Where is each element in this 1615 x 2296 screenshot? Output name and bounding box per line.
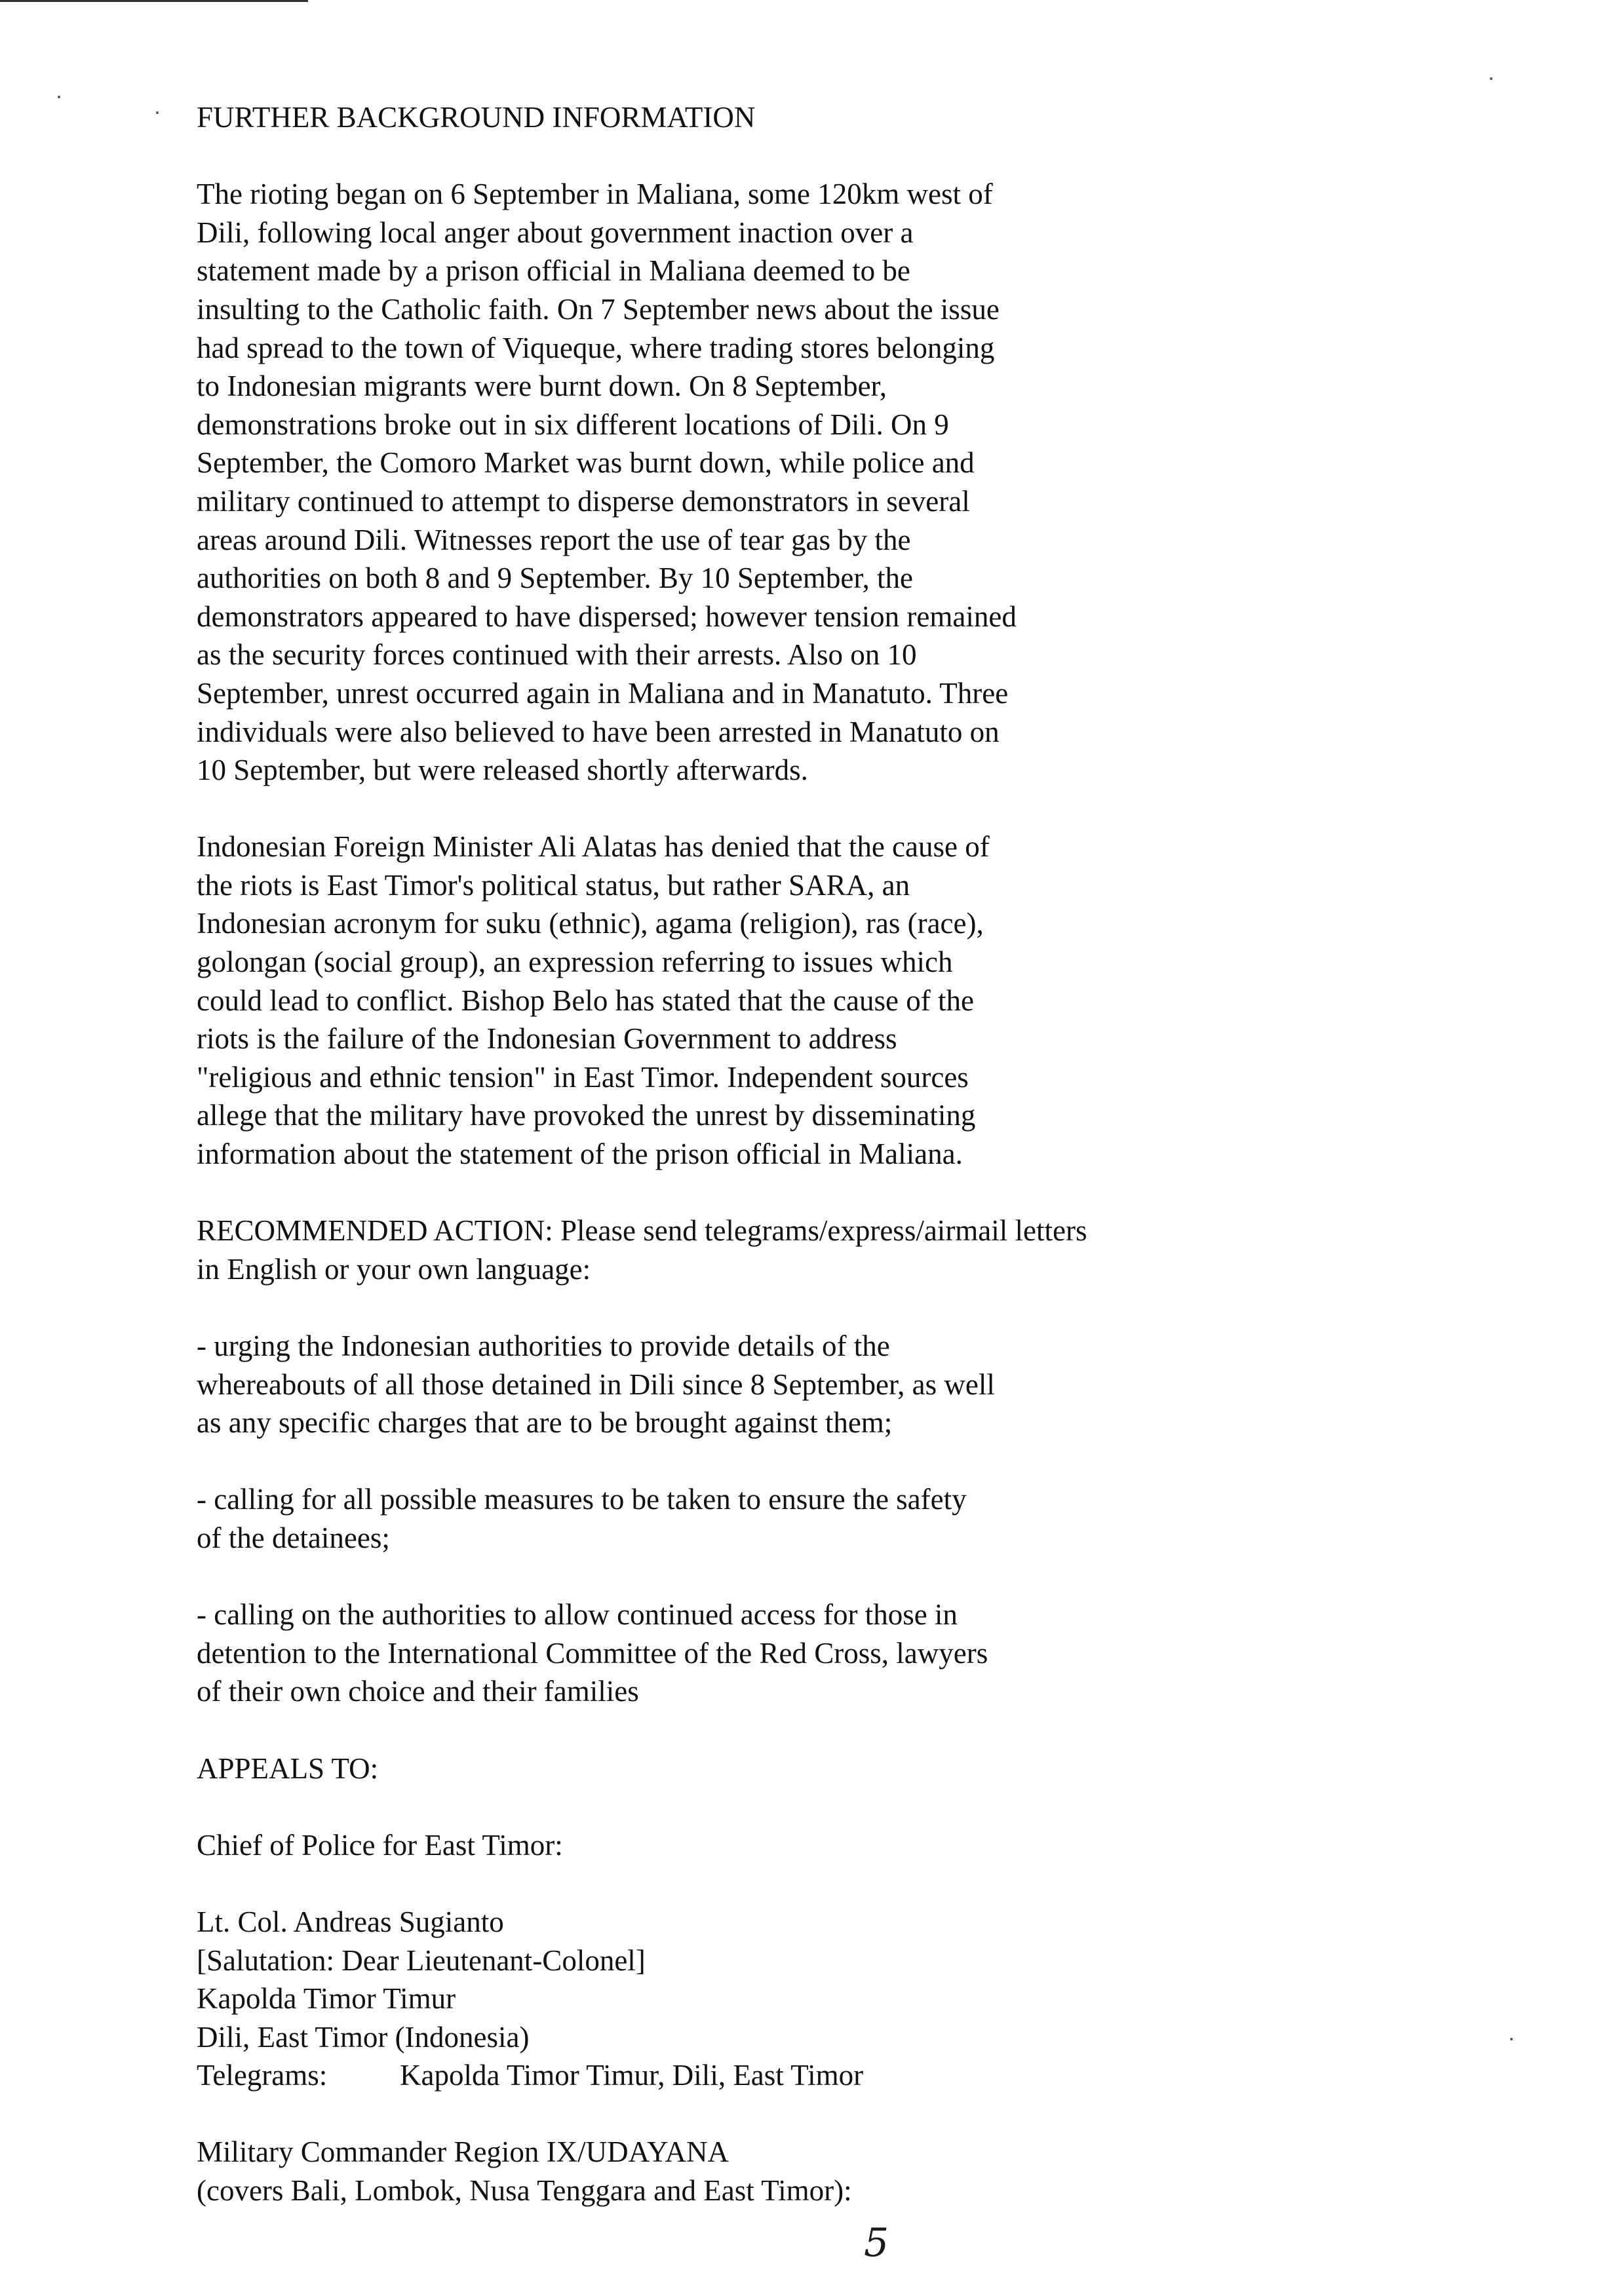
text-line: to Indonesian migrants were burnt down. On 8 September, bbox=[197, 370, 887, 403]
recommended-action-paragraph bbox=[197, 1212, 1442, 1288]
appeals-heading bbox=[197, 1750, 1442, 1788]
text-line: insulting to the Catholic faith. On 7 September news about the issue bbox=[197, 292, 1000, 326]
scan-speck bbox=[1490, 77, 1492, 80]
text-line: Indonesian acronym for suku (ethnic), agama (religion), ras (race), bbox=[197, 907, 984, 940]
address-line: Lt. Col. Andreas Sugianto bbox=[197, 1905, 504, 1938]
text-line: September, unrest occurred again in Maliana and in Manatuto. Three bbox=[197, 676, 1009, 710]
text-line: - calling for all possible measures to be taken to ensure the safety bbox=[197, 1483, 967, 1516]
scan-top-rule bbox=[0, 0, 308, 2]
text-line: Chief of Police for East Timor: bbox=[197, 1828, 563, 1862]
text-line: as the security forces continued with their arrests. Also on 10 bbox=[197, 638, 917, 672]
section-heading: FURTHER BACKGROUND INFORMATION bbox=[197, 101, 756, 134]
background-paragraph bbox=[197, 175, 1442, 790]
text-line: as any specific charges that are to be brought against them; bbox=[197, 1406, 893, 1440]
scan-speck bbox=[1510, 2038, 1513, 2040]
scan-speck bbox=[58, 96, 60, 98]
address-line: Kapolda Timor Timur bbox=[197, 1982, 456, 2016]
text-line: areas around Dili. Witnesses report the use of tear gas by the bbox=[197, 523, 911, 556]
text-line: Indonesian Foreign Minister Ali Alatas has denied that the cause of bbox=[197, 830, 990, 864]
action-point bbox=[197, 1327, 1442, 1442]
text-line: detention to the International Committee of the Red Cross, lawyers bbox=[197, 1636, 988, 1670]
address-line: Dili, East Timor (Indonesia) bbox=[197, 2020, 530, 2054]
action-point bbox=[197, 1596, 1442, 1711]
text-line: in English or your own language: bbox=[197, 1252, 591, 1286]
text-line: "religious and ethnic tension" in East Timor. Independent sources bbox=[197, 1060, 969, 1094]
document-body bbox=[197, 98, 1442, 2248]
text-line: - urging the Indonesian authorities to provide details of the bbox=[197, 1330, 890, 1362]
page-number: 5 bbox=[864, 2220, 889, 2266]
background-paragraph bbox=[197, 828, 1442, 1173]
telegram-value: Kapolda Timor Timur, Dili, East Timor bbox=[400, 2059, 864, 2092]
text-line: authorities on both 8 and 9 September. By 10 September, the bbox=[197, 562, 914, 595]
text-line: (covers Bali, Lombok, Nusa Tenggara and East Timor): bbox=[197, 2174, 852, 2208]
text-line: statement made by a prison official in Maliana deemed to be bbox=[197, 254, 910, 288]
text-line: information about the statement of the prison official in Maliana. bbox=[197, 1138, 963, 1171]
text-line: individuals were also believed to have been arrested in Manatuto on bbox=[197, 715, 1000, 748]
telegram-line bbox=[197, 2056, 1442, 2095]
address-line: [Salutation: Dear Lieutenant-Colonel] bbox=[197, 1943, 646, 1977]
text-line: demonstrations broke out in six different locations of Dili. On 9 bbox=[197, 408, 949, 441]
text-line: September, the Comoro Market was burnt down, while police and bbox=[197, 446, 975, 480]
text-line: 10 September, but were released shortly afterwards. bbox=[197, 754, 808, 787]
text-line: golongan (social group), an expression referring to issues which bbox=[197, 946, 953, 979]
text-line: riots is the failure of the Indonesian Government to address bbox=[197, 1022, 897, 1056]
text-line: whereabouts of all those detained in Dili since 8 September, as well bbox=[197, 1368, 995, 1401]
text-line: military continued to attempt to disperse demonstrators in several bbox=[197, 484, 970, 518]
text-line: demonstrators appeared to have dispersed; however tension remained bbox=[197, 600, 1017, 633]
text-line: - calling on the authorities to allow continued access for those in bbox=[197, 1598, 958, 1632]
text-line: had spread to the town of Viqueque, where trading stores belonging bbox=[197, 331, 995, 364]
text-line: the riots is East Timor's political status, but rather SARA, an bbox=[197, 868, 910, 902]
text-line: Military Commander Region IX/UDAYANA bbox=[197, 2135, 730, 2169]
text-line: could lead to conflict. Bishop Belo has stated that the cause of the bbox=[197, 984, 974, 1017]
text-line: RECOMMENDED ACTION: Please send telegrams/express/airmail letters bbox=[197, 1214, 1087, 1248]
action-point bbox=[197, 1480, 1442, 1557]
telegram-label: Telegrams: bbox=[197, 2059, 328, 2092]
text-line: of their own choice and their families bbox=[197, 1675, 639, 1708]
scan-speck bbox=[156, 111, 159, 114]
text-line: Dili, following local anger about government inaction over a bbox=[197, 216, 914, 249]
text-line: allege that the military have provoked the unrest by disseminating bbox=[197, 1099, 976, 1132]
recipient-role bbox=[197, 1826, 1442, 1865]
recipient-address bbox=[197, 1903, 1442, 2095]
text-line: The rioting began on 6 September in Maliana, some 120km west of bbox=[197, 178, 993, 211]
recipient-role bbox=[197, 2133, 1442, 2210]
text-line: APPEALS TO: bbox=[197, 1751, 379, 1785]
text-line: of the detainees; bbox=[197, 1521, 390, 1554]
